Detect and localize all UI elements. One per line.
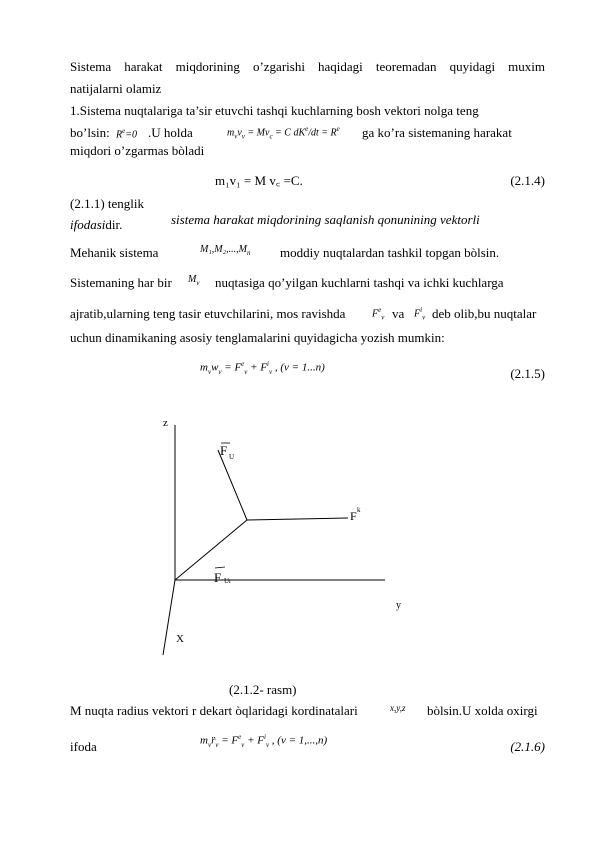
- paragraph-1-line-2: natijalarni olamiz: [70, 81, 162, 96]
- word: quyidagi: [449, 59, 496, 74]
- text: deb olib,bu nuqtalar: [432, 306, 537, 321]
- paragraph-3-line-3: [70, 306, 545, 322]
- formula-symbol: M₁,M₂,...,M: [200, 244, 247, 255]
- formula-momentum: $m_\nu v_\nu = Mv_c = C$ $dK^e/dt = R^e$: [227, 125, 340, 141]
- text: moddiy nuqtalardan tashkil topgan bòlsin.: [280, 245, 500, 260]
- formula-symbol: m: [200, 734, 208, 747]
- paragraph-1-line-3: 1.Sistema nuqtalariga ta’sir etuvchi tashqi kuchlarning bosh vektori nolga teng: [70, 103, 479, 118]
- formula-external-force: $F^e_\nu$: [372, 306, 385, 322]
- text: dir.: [105, 217, 123, 232]
- paragraph-2-line-2: [70, 217, 545, 233]
- word: Sistema: [70, 59, 112, 74]
- equation-number: (2.1.4): [510, 173, 545, 188]
- equation-2-1-5: $m_\nu w_\nu = F^e_\nu + F^i_\nu$ , (ν = 1...n): [200, 360, 325, 376]
- paragraph-3-line-4: uchun dinamikaning asosiy tenglamalarini quyidagicha yozish mumkin:: [70, 330, 445, 345]
- paragraph-4-line-1: [70, 703, 545, 719]
- word: o’zgarishi: [252, 59, 305, 74]
- formula-coordinates: x,y,z: [390, 703, 406, 713]
- formula-point: $M_\nu$: [188, 274, 200, 287]
- force-label-left: F: [214, 570, 222, 585]
- text: (2.1.1) tenglik: [70, 196, 145, 211]
- force-label-left-sub: Ur: [224, 577, 232, 585]
- axis-label-x: X: [176, 633, 184, 645]
- formula-symbol: M: [188, 274, 197, 285]
- formula-internal-force: $F^i_\nu$: [414, 306, 426, 322]
- vector-bar: [215, 567, 225, 568]
- equation-2-1-4: m₁v₁ = M v꜀ =C.: [215, 173, 303, 188]
- equation-number: (2.1.5): [510, 366, 545, 381]
- text: va: [392, 306, 405, 321]
- paragraph-1-line-1: [70, 59, 545, 75]
- axis-label-y: y: [396, 600, 401, 611]
- italic-text: sistema harakat miqdorining saqlanish qonunining vektorli: [171, 212, 480, 227]
- formula-symbol: F: [414, 308, 421, 320]
- word: muxim: [508, 59, 545, 74]
- text: M nuqta radius vektori r dekart òqlaridagi kordinatalari: [70, 703, 358, 718]
- text: nuqtasiga qo’yilgan kuchlarni tashqi va ichki kuchlarga: [215, 275, 504, 290]
- formula-rhs: =0: [125, 129, 137, 141]
- text: Mehanik sistema: [70, 245, 159, 260]
- word: harakat: [124, 59, 163, 74]
- word: miqdorining: [175, 59, 240, 74]
- text: ifoda: [70, 739, 97, 754]
- word: teoremadan: [375, 59, 437, 74]
- force-label-right: F: [350, 509, 357, 523]
- paragraph-3-line-2: [70, 275, 545, 291]
- text: bòlsin.U xolda oxirgi: [427, 703, 538, 718]
- formula-R: $R^e=0$: [116, 127, 137, 141]
- force-label-top-sub: U: [229, 453, 235, 461]
- text: ajratib,ularning teng tasir etuvchilarini, mos ravishda: [70, 306, 346, 321]
- axis-label-z: z: [163, 417, 168, 429]
- text: .U holda: [148, 125, 193, 140]
- formula-symbol: m: [200, 361, 208, 374]
- x-axis: [163, 580, 175, 655]
- formula-symbol: F: [372, 308, 379, 320]
- word: haqidagi: [318, 59, 363, 74]
- text: bo’lsin:: [70, 125, 110, 140]
- formula-points: $M_1,M_2,...,M_n$: [200, 244, 251, 257]
- force-diagram: [120, 410, 420, 670]
- equation-2-1-6: $m_\nu r̈_\nu = F^e_\nu + F^i_\nu$ , (ν = 1,...,n): [200, 733, 328, 749]
- italic-text: ifodasi: [70, 217, 106, 232]
- formula-symbol: R: [116, 129, 123, 141]
- force-label-right-sub: k: [357, 506, 361, 514]
- text: ga ko’ra sistemaning harakat: [362, 125, 512, 140]
- figure-caption: (2.1.2- rasm): [229, 682, 297, 697]
- force-vector-left: [175, 520, 247, 580]
- paragraph-3-line-1: [70, 245, 545, 261]
- text: Sistemaning har bir: [70, 275, 172, 290]
- paragraph-1-line-5: miqdori o’zgarmas bòladi: [70, 143, 205, 158]
- paragraph-1-line-4: [70, 125, 545, 141]
- force-vector-right: [247, 518, 348, 520]
- force-label-top: F: [220, 443, 228, 458]
- equation-number: (2.1.6): [510, 739, 545, 754]
- formula-symbol: m: [227, 127, 235, 139]
